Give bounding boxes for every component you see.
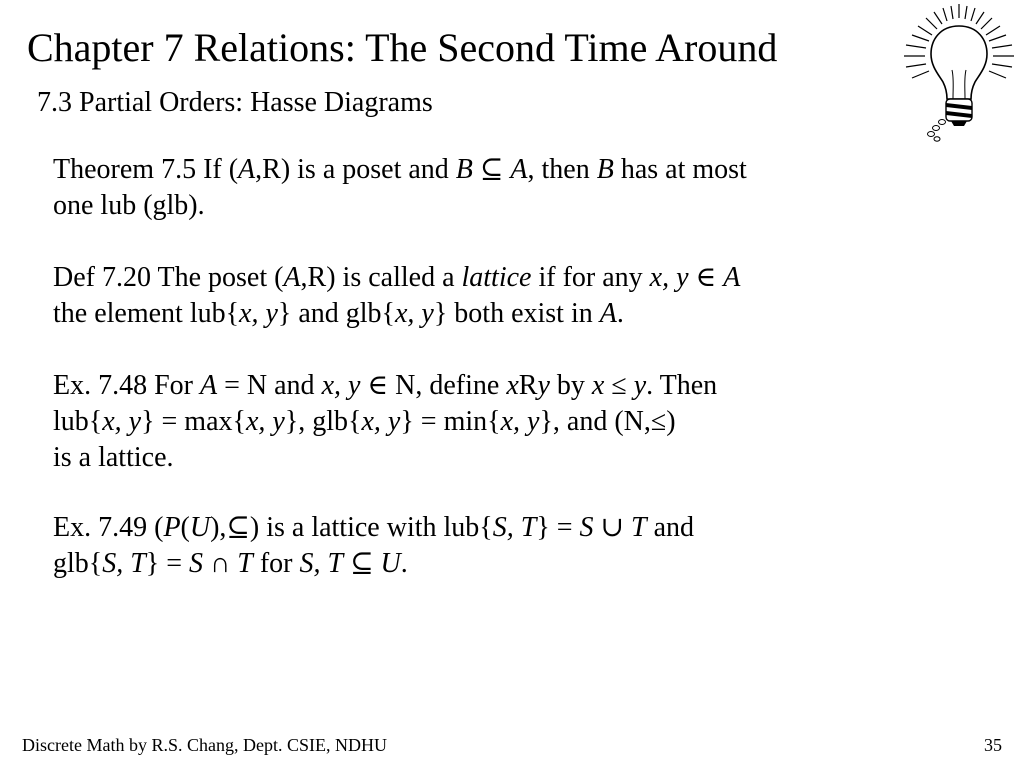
math-ST: S, T (492, 512, 537, 543)
math-xy: x, y (321, 370, 361, 401)
example-text: lub{ (53, 406, 103, 437)
example-text: }, and (N,≤) (539, 406, 676, 437)
subset-symbol: ⊆ (343, 548, 381, 579)
definition-text: ,R) is called a (300, 262, 462, 293)
theorem-text: , then (527, 154, 597, 185)
example-text: = N and (217, 370, 322, 401)
math-B: B (596, 154, 614, 185)
theorem-line-1 (53, 152, 747, 188)
definition-line-2 (53, 296, 740, 332)
intersection-symbol: ∩ (203, 548, 238, 579)
math-B: B (455, 154, 473, 185)
definition-text: . (616, 298, 624, 329)
definition-label: Def 7.20 The poset ( (53, 262, 284, 293)
example-label: Ex. 7.48 For (53, 370, 200, 401)
math-xy: x, y (102, 406, 142, 437)
definition-text: } both exist in (433, 298, 600, 329)
theorem-7-5 (53, 152, 747, 224)
subset-symbol: ⊆ (472, 154, 511, 185)
math-A: A (599, 298, 617, 329)
slide-subtitle: 7.3 Partial Orders: Hasse Diagrams (37, 87, 433, 118)
example-text: and (646, 512, 695, 543)
math-xy: x, y (500, 406, 540, 437)
math-ST: S, T (299, 548, 344, 579)
math-xy: x, y (245, 406, 285, 437)
math-xy: x, y (395, 298, 434, 329)
math-xy: x, y (361, 406, 401, 437)
math-P: P (163, 512, 181, 543)
example48-line-1 (53, 368, 717, 404)
example-label: Ex. 7.49 ( (53, 512, 164, 543)
example-text: glb{ (53, 548, 103, 579)
math-S: S (189, 548, 204, 579)
theorem-line-2: one lub (glb). (53, 190, 205, 221)
math-x: x (506, 370, 519, 401)
math-T: T (631, 512, 647, 543)
math-T: T (237, 548, 253, 579)
math-S: S (579, 512, 594, 543)
page-number: 35 (984, 735, 1002, 755)
definition-text: if for any (531, 262, 650, 293)
example-7-48 (53, 368, 717, 476)
example-text: for (252, 548, 300, 579)
example-text: . Then (646, 370, 718, 401)
math-x: x (591, 370, 605, 401)
example-text: ∈ N, define (360, 370, 507, 401)
math-y: y (537, 370, 550, 401)
slide-title: Chapter 7 Relations: The Second Time Around (27, 25, 778, 70)
le-symbol: ≤ (604, 370, 634, 401)
example48-line-3: is a lattice. (53, 442, 174, 473)
example-text: ( (180, 512, 190, 543)
example-text: } = (536, 512, 580, 543)
math-y: y (633, 370, 647, 401)
definition-7-20 (53, 260, 740, 332)
math-A: A (723, 262, 741, 293)
math-xy: x, y (239, 298, 278, 329)
theorem-text: ,R) is a poset and (255, 154, 456, 185)
definition-line-1 (53, 260, 740, 296)
lightbulb-icon (898, 2, 1020, 148)
math-A: A (200, 370, 218, 401)
union-symbol: ∪ (593, 512, 632, 543)
math-A: A (510, 154, 528, 185)
example-text: . (400, 548, 408, 579)
example-text: ),⊆) is a lattice with lub{ (210, 512, 493, 543)
math-xy: x, y (649, 262, 689, 293)
math-A: A (283, 262, 301, 293)
math-U: U (189, 512, 211, 543)
theorem-label: Theorem 7.5 If ( (53, 154, 239, 185)
example48-line-2 (53, 404, 717, 440)
example49-line-1 (53, 510, 694, 546)
math-U: U (380, 548, 401, 579)
example-7-49 (53, 510, 694, 582)
math-A: A (238, 154, 256, 185)
example-text: }, glb{ (284, 406, 362, 437)
example-text: by (549, 370, 592, 401)
math-ST: S, T (102, 548, 146, 579)
example-text: } = min{ (400, 406, 501, 437)
example49-line-2 (53, 546, 694, 582)
element-of-symbol: ∈ (688, 262, 724, 293)
definition-text: the element lub{ (53, 298, 240, 329)
footer-credit: Discrete Math by R.S. Chang, Dept. CSIE, NDHU (22, 735, 387, 755)
lattice-term: lattice (461, 262, 532, 293)
definition-text: } and glb{ (277, 298, 395, 329)
theorem-text: has at most (613, 154, 747, 185)
example-text: } = max{ (141, 406, 246, 437)
relation-R: R (518, 370, 538, 401)
example-text: } = (145, 548, 190, 579)
